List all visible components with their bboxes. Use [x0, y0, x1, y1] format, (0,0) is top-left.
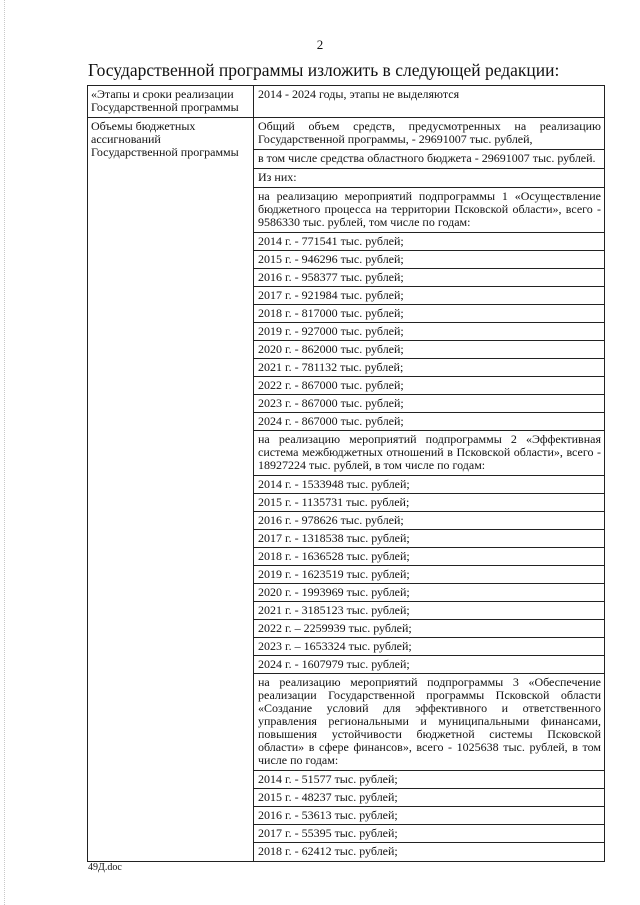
- year-amount-line: 2017 г. - 55395 тыс. рублей;: [254, 825, 604, 843]
- year-amount-line: 2015 г. - 946296 тыс. рублей;: [254, 251, 604, 269]
- year-amount-line: 2016 г. - 958377 тыс. рублей;: [254, 269, 604, 287]
- row-value-cell: [254, 86, 605, 118]
- value-paragraph: Из них:: [254, 169, 604, 188]
- year-amount-line: 2020 г. - 862000 тыс. рублей;: [254, 341, 604, 359]
- year-amount-line: 2020 г. - 1993969 тыс. рублей;: [254, 584, 604, 602]
- year-amount-line: 2024 г. - 1607979 тыс. рублей;: [254, 656, 604, 674]
- scan-margin-line: [4, 0, 5, 905]
- table-row: [88, 118, 605, 862]
- value-paragraph: Общий объем средств, предусмотренных на реализацию Государственной программы, - 29691007 тыс. рублей,: [254, 119, 604, 150]
- year-amount-line: 2016 г. - 978626 тыс. рублей;: [254, 512, 604, 530]
- year-amount-line: 2018 г. - 62412 тыс. рублей;: [258, 844, 398, 858]
- table-row: [88, 86, 605, 118]
- file-name-footer: 49Д.doc: [88, 862, 122, 873]
- value-paragraph: на реализацию мероприятий подпрограммы 2 «Эффективная система межбюджетных отношений в Псковской области», всего - 18927224 тыс. рублей, в том числе по годам:: [254, 431, 604, 476]
- year-amount-line: 2014 г. - 771541 тыс. рублей;: [254, 233, 604, 251]
- year-amount-line: 2014 г. - 51577 тыс. рублей;: [254, 771, 604, 789]
- page-number: 2: [316, 37, 324, 52]
- document-heading: Государственной программы изложить в следующей редакции:: [88, 60, 560, 80]
- row-label: «Этапы и сроки реализации Государственной программы: [88, 86, 254, 118]
- year-amount-line: 2014 г. - 1533948 тыс. рублей;: [254, 476, 604, 494]
- year-amount-line: 2024 г. - 867000 тыс. рублей;: [254, 413, 604, 431]
- year-amount-line: 2018 г. - 1636528 тыс. рублей;: [254, 548, 604, 566]
- year-amount-line: 2021 г. - 3185123 тыс. рублей;: [254, 602, 604, 620]
- year-amount-line: 2018 г. - 817000 тыс. рублей;: [254, 305, 604, 323]
- value-paragraph: на реализацию мероприятий подпрограммы 1 «Осуществление бюджетного процесса на территории Псковской области», всего - 9586330 тыс. рублей, том числе по годам:: [254, 188, 604, 233]
- value-paragraph: в том числе средства областного бюджета - 29691007 тыс. рублей.: [254, 150, 604, 169]
- year-amount-line: 2021 г. - 781132 тыс. рублей;: [254, 359, 604, 377]
- year-amount-line: 2017 г. - 1318538 тыс. рублей;: [254, 530, 604, 548]
- row-label: Объемы бюджетных ассигнований Государственной программы: [88, 118, 254, 862]
- year-amount-line: 2017 г. - 921984 тыс. рублей;: [254, 287, 604, 305]
- year-amount-line: 2015 г. - 1135731 тыс. рублей;: [254, 494, 604, 512]
- year-amount-line: 2019 г. - 1623519 тыс. рублей;: [254, 566, 604, 584]
- year-amount-line: 2015 г. - 48237 тыс. рублей;: [254, 789, 604, 807]
- year-amount-line: 2016 г. - 53613 тыс. рублей;: [254, 807, 604, 825]
- year-amount-line: 2023 г. - 867000 тыс. рублей;: [254, 395, 604, 413]
- year-amount-line: 2022 г. – 2259939 тыс. рублей;: [254, 620, 604, 638]
- value-paragraph: 2014 - 2024 годы, этапы не выделяются: [258, 87, 460, 101]
- year-amount-line: 2019 г. - 927000 тыс. рублей;: [254, 323, 604, 341]
- value-paragraph: на реализацию мероприятий подпрограммы 3 «Обеспечение реализации Государственной программы Псковской области «Создание условий для эффективного и ответственного управления региональными и муниципальными финансами, повышения устойчивости бюджетной системы Псковской области» в сфере финансов», всего - 1025638 тыс. рублей, в том числе по годам:: [254, 674, 604, 771]
- passport-table: [87, 85, 605, 862]
- year-amount-line: 2023 г. – 1653324 тыс. рублей;: [254, 638, 604, 656]
- budget-values-cell: [254, 118, 605, 862]
- year-amount-line: 2022 г. - 867000 тыс. рублей;: [254, 377, 604, 395]
